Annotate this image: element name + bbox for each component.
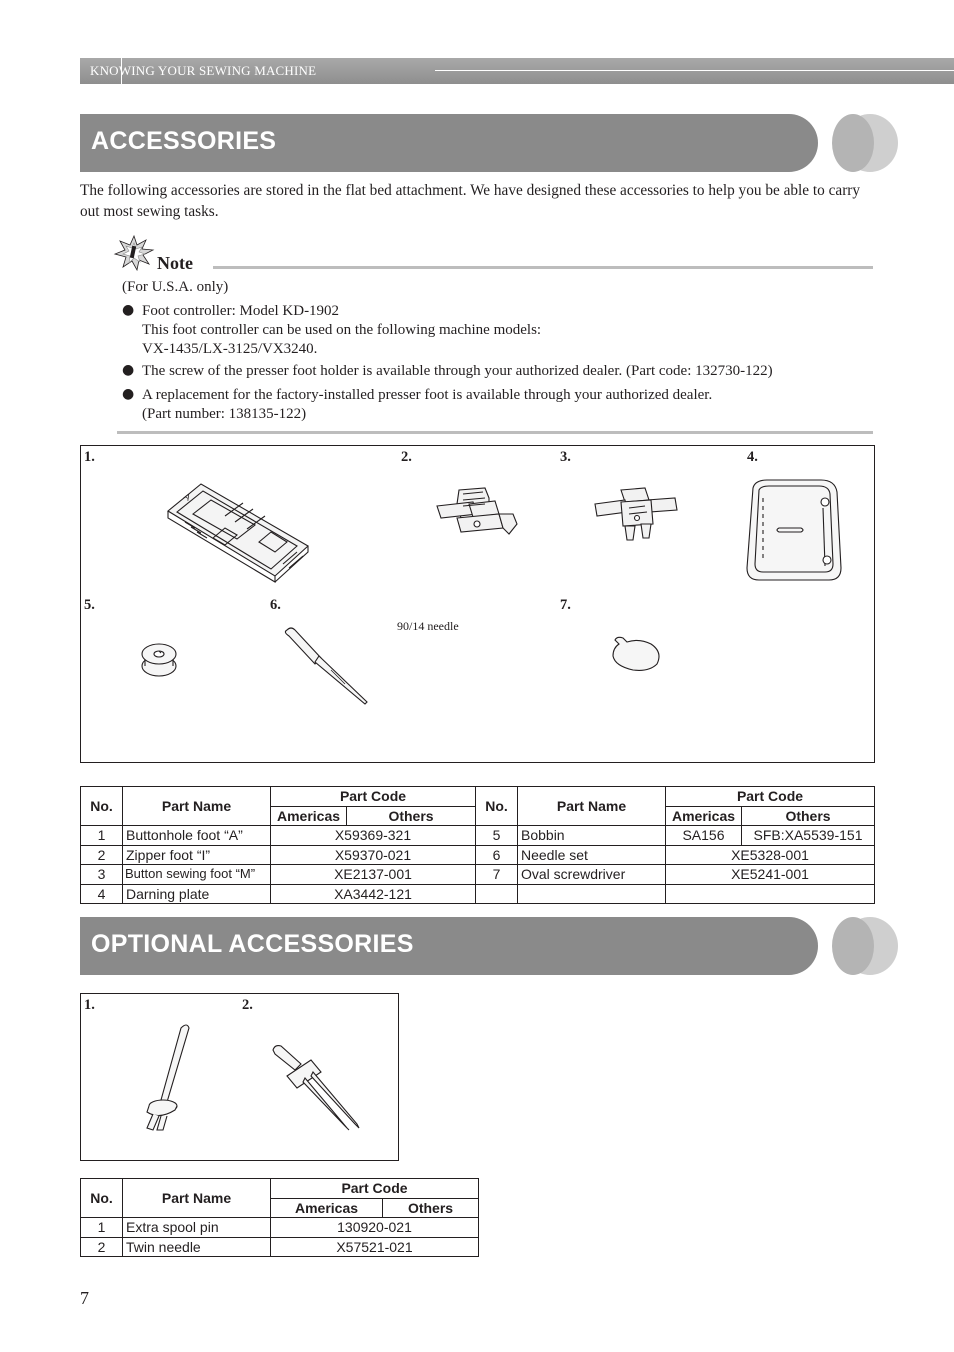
zipper-foot-icon [433,484,521,546]
cell-no: 6 [476,845,518,865]
note-item-3 [142,386,877,424]
header-no: No. [81,787,123,826]
cell-code: X57521-021 [271,1237,479,1257]
figure-label-7: 7. [560,597,571,613]
cell-code: XE5328-001 [666,845,875,865]
running-header [80,58,954,84]
needle-caption: 90/14 needle [397,619,459,633]
buttonhole-letter: A [182,491,193,503]
note-starburst-icon [115,236,153,270]
figure-label-6: 6. [270,597,281,613]
table-row [81,826,875,846]
cell-no: 1 [81,826,123,846]
note-item-3-line2: (Part number: 138135-122) [142,406,307,422]
cell-code: XA3442-121 [271,884,476,904]
cell-no: 3 [81,865,123,885]
note-item-2: The screw of the presser foot holder is available through your authorized dealer. (Part code: 132730-122) [142,363,773,379]
banner-ring-inner [832,114,874,172]
figure-label-2: 2. [401,449,412,465]
header-others-right: Others [742,806,875,826]
table-row [81,1237,479,1257]
header-part-name: Part Name [123,787,271,826]
accessories-banner [80,114,873,172]
table-row [81,865,875,885]
header-part-code-right: Part Code [666,787,875,807]
cell-name: Darning plate [123,884,271,904]
cell-empty [476,884,518,904]
note-item-1 [142,302,877,359]
cell-americas: SA156 [666,826,742,846]
accessories-figure [80,445,875,763]
cell-name: Buttonhole foot “A” [123,826,271,846]
cell-name: Twin needle [123,1237,271,1257]
banner-ring-inner [832,917,874,975]
cell-no: 2 [81,845,123,865]
darning-plate-icon [743,478,843,584]
table-row [81,884,875,904]
note-item-1-line3: VX-1435/LX-3125/VX3240. [142,341,318,357]
header-others: Others [347,806,476,826]
note-title: Note [157,253,193,273]
cell-empty [666,884,875,904]
cell-code: X59369-321 [271,826,476,846]
figure-label-4: 4. [747,449,758,465]
cell-code: X59370-021 [271,845,476,865]
header-others: Others [383,1198,479,1218]
note-bullet-1: ● [122,302,135,318]
header-part-name: Part Name [123,1179,271,1218]
cell-code: 130920-021 [271,1218,479,1238]
figure-label-5: 5. [84,597,95,613]
note-bullet-2: ● [122,362,135,378]
table-row [81,1218,479,1238]
header-part-code: Part Code [271,787,476,807]
cell-no: 7 [476,865,518,885]
section-title-optional-accessories: OPTIONAL ACCESSORIES [91,930,414,958]
cell-name: Extra spool pin [123,1218,271,1238]
cell-name: Bobbin [518,826,666,846]
cell-no: 1 [81,1218,123,1238]
figure2-label-1: 1. [84,997,95,1013]
page-number: 7 [80,1288,89,1308]
figure2-label-2: 2. [242,997,253,1013]
oval-screwdriver-icon [609,634,665,674]
intro-paragraph: The following accessories are stored in the flat bed attachment. We have designed these accessories to help you be able to carry out most sewing tasks. [80,182,861,220]
table-header-row [81,1179,479,1199]
cell-no: 2 [81,1237,123,1257]
optional-accessories-banner [80,917,873,975]
accessories-table [80,786,875,904]
figure-label-3: 3. [560,449,571,465]
note-bullet-3: ● [122,386,135,402]
cell-code: XE5241-001 [666,865,875,885]
optional-accessories-figure [80,993,399,1161]
cell-empty [518,884,666,904]
extra-spool-pin-icon [125,1020,195,1136]
note-bottom-rule [117,431,873,434]
twin-needle-icon [269,1042,361,1136]
note-item-3-line1: A replacement for the factory-installed presser foot is available through your authorized dealer. [142,387,713,403]
cell-name: Button sewing foot “M” [123,865,271,885]
cell-others: SFB:XA5539-151 [742,826,875,846]
cell-name: Zipper foot “I” [123,845,271,865]
bobbin-icon [139,640,183,680]
section-title-accessories: ACCESSORIES [91,127,277,155]
note-scope: (For U.S.A. only) [122,279,229,295]
buttonhole-foot-icon [163,476,313,581]
note-rule [213,266,873,269]
optional-accessories-table [80,1178,479,1257]
button-sewing-foot-icon [591,484,683,546]
note-item-1-line1: Foot controller: Model KD-1902 [142,303,340,319]
figure-label-1: 1. [84,449,95,465]
header-americas-right: Americas [666,806,742,826]
header-rule [435,70,954,71]
running-header-title: KNOWING YOUR SEWING MACHINE [90,63,317,78]
table-header-row [81,787,875,807]
header-part-name-right: Part Name [518,787,666,826]
header-part-code: Part Code [271,1179,479,1199]
table-row [81,845,875,865]
needle-icon [281,624,373,708]
header-no-right: No. [476,787,518,826]
cell-code: XE2137-001 [271,865,476,885]
cell-name: Oval screwdriver [518,865,666,885]
cell-no: 4 [81,884,123,904]
header-americas: Americas [271,1198,383,1218]
cell-name: Needle set [518,845,666,865]
note-item-1-line2: This foot controller can be used on the following machine models: [142,322,542,338]
cell-no: 5 [476,826,518,846]
header-no: No. [81,1179,123,1218]
header-americas: Americas [271,806,347,826]
